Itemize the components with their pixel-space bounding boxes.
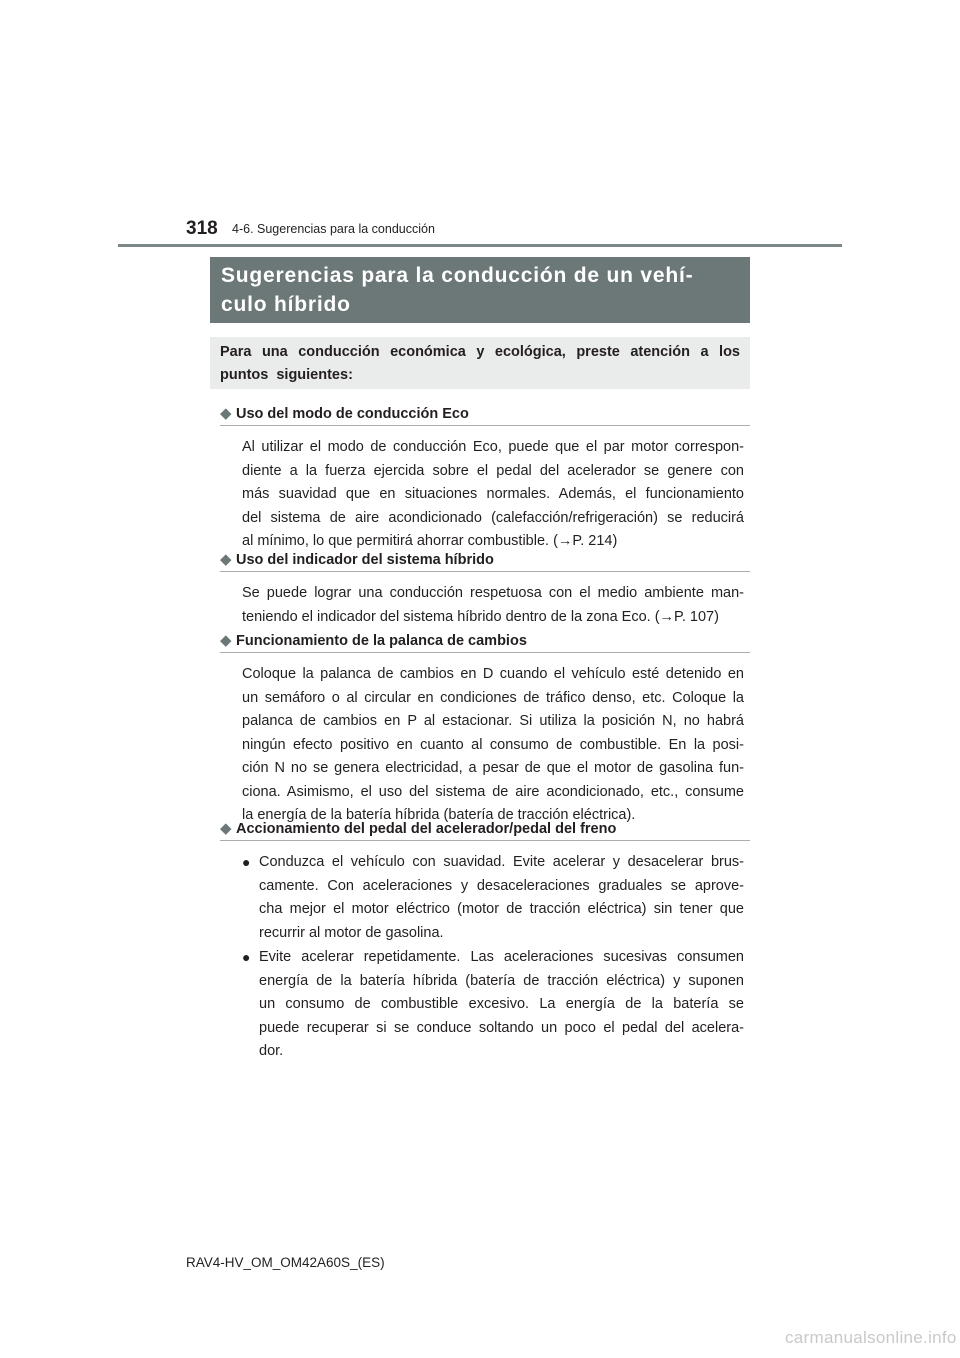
- text-line: energía de la batería híbrida (batería de tracción eléctrica) y suponen: [259, 972, 744, 989]
- text-line: teniendo el indicador del sistema híbrido dentro de la zona Eco. (→P. 107): [242, 608, 719, 625]
- text-line: ción N no se genera electricidad, a pesar de que el motor de gasolina fun-: [242, 760, 744, 776]
- heading-text: Uso del indicador del sistema híbrido: [236, 552, 494, 568]
- text-line: ciona. Asimismo, el uso del sistema de aire acondicionado, etc., consume: [242, 783, 744, 800]
- diamond-icon: ◆: [220, 632, 232, 649]
- bullet-item: [242, 946, 744, 1064]
- text-line: camente. Con aceleraciones y desaceleraciones graduales se aprove-: [259, 877, 744, 894]
- text-line: diente a la fuerza ejercida sobre el pedal del acelerador se genere con: [242, 462, 744, 479]
- section-heading: [220, 405, 750, 426]
- intro-line: Para una conducción económica y ecológica, preste atención a los: [220, 344, 740, 360]
- text-line: al mínimo, lo que permitirá ahorrar combustible. (→P. 214): [242, 533, 618, 549]
- bullet-paragraph: [259, 946, 744, 1064]
- page-number: 318: [186, 218, 218, 239]
- section-paragraph: [242, 436, 744, 554]
- text-line: del sistema de aire acondicionado (calefacción/refrigeración) se reducirá: [242, 509, 744, 526]
- text-line: Al utilizar el modo de conducción Eco, puede que el par motor correspon-: [242, 439, 744, 455]
- footer-code: RAV4-HV_OM_OM42A60S_(ES): [186, 1255, 385, 1270]
- text-line: Evite acelerar repetidamente. Las aceleraciones sucesivas consumen: [259, 949, 744, 965]
- text-line: dor.: [259, 1043, 284, 1059]
- diamond-icon: ◆: [220, 820, 232, 837]
- page-title: [210, 257, 750, 323]
- watermark: carmanualsonline.info: [785, 1328, 957, 1347]
- section-heading: [220, 632, 750, 653]
- text-line: puede recuperar si se conduce soltando un poco el pedal del acelera-: [259, 1019, 744, 1036]
- text-line: palanca de cambios en P al estacionar. Si utiliza la posición N, no habrá: [242, 713, 744, 729]
- header-rule: [118, 244, 842, 247]
- text-line: la energía de la batería híbrida (batería de tracción eléctrica).: [242, 807, 636, 823]
- heading-text: Accionamiento del pedal del acelerador/pedal del freno: [236, 821, 617, 837]
- text-line: un semáforo o al circular en condiciones de tráfico denso, etc. Coloque la: [242, 689, 744, 706]
- title-line: Sugerencias para la conducción de un vehí-: [221, 264, 694, 287]
- text-line: ningún efecto positivo en cuanto al consumo de combustible. En la posi-: [242, 736, 744, 753]
- intro-box: [210, 337, 750, 389]
- section-heading: [220, 551, 750, 572]
- bullet-icon: ●: [242, 949, 251, 965]
- text-line: Coloque la palanca de cambios en D cuando el vehículo esté detenido en: [242, 666, 744, 682]
- text-line: Conduzca el vehículo con suavidad. Evite acelerar y desacelerar brus-: [259, 854, 744, 870]
- bullet-paragraph: [259, 851, 744, 945]
- bullet-icon: ●: [242, 854, 251, 870]
- text-line: Se puede lograr una conducción respetuosa con el medio ambiente man-: [242, 585, 744, 601]
- text-line: cha mejor el motor eléctrico (motor de tracción eléctrica) sin tener que: [259, 901, 744, 917]
- section-heading: [220, 820, 750, 841]
- section-paragraph: [242, 663, 744, 828]
- heading-text: Funcionamiento de la palanca de cambios: [236, 633, 527, 649]
- intro-line: puntos siguientes:: [220, 367, 353, 383]
- diamond-icon: ◆: [220, 405, 232, 422]
- heading-text: Uso del modo de conducción Eco: [236, 406, 469, 422]
- diamond-icon: ◆: [220, 551, 232, 568]
- text-line: más suavidad que en situaciones normales. Además, el funcionamiento: [242, 486, 744, 502]
- section-label: 4-6. Sugerencias para la conducción: [232, 222, 435, 236]
- section-paragraph: [242, 582, 744, 629]
- text-line: recurrir al motor de gasolina.: [259, 924, 444, 941]
- title-line: culo híbrido: [221, 293, 351, 316]
- text-line: un consumo de combustible excesivo. La energía de la batería se: [259, 996, 744, 1012]
- bullet-item: [242, 851, 744, 945]
